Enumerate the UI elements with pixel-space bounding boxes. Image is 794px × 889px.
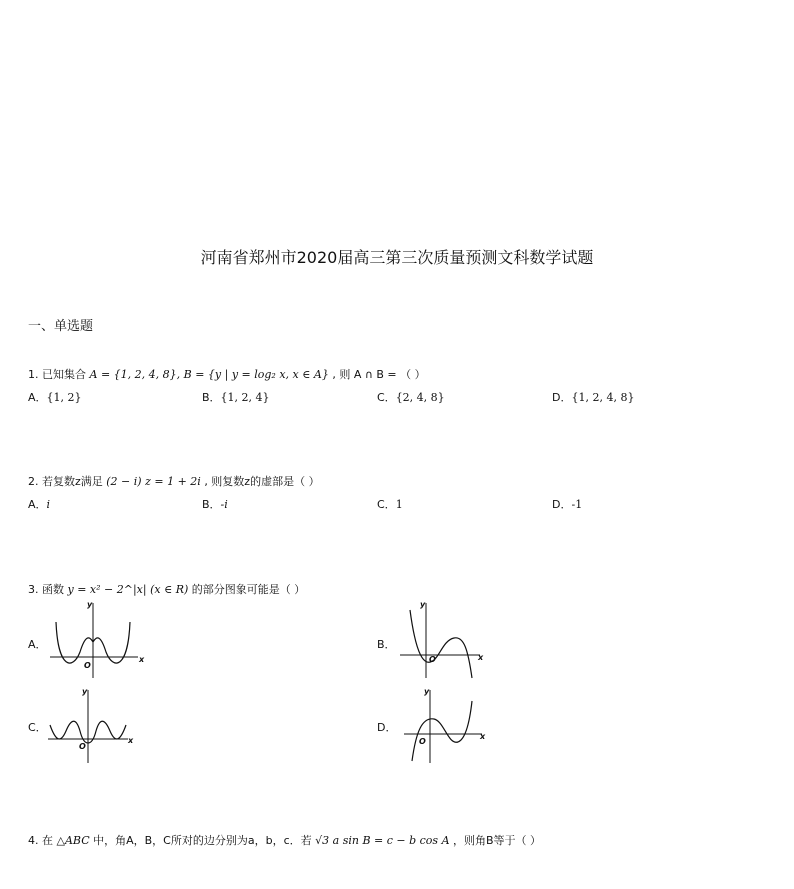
option-label: A．	[28, 498, 47, 511]
question-2-suffix: , 则复数z的虚部是（ ）	[204, 475, 320, 488]
question-4	[28, 832, 541, 848]
function-curve	[412, 701, 472, 761]
question-2-formula: (2 − i) z = 1 + 2i	[106, 475, 201, 488]
question-4-mid: 中，角A，B，C所对的边分别为a，b，c．若	[93, 834, 312, 847]
y-axis-label: y	[424, 687, 430, 696]
q1-option-d[interactable]	[552, 389, 634, 405]
question-1	[28, 366, 426, 382]
q3-option-c-label[interactable]: C．	[28, 721, 47, 734]
option-text: {1, 2, 4}	[220, 391, 270, 404]
q2-option-a[interactable]	[28, 496, 50, 512]
origin-label: O	[79, 742, 86, 751]
y-axis-label: y	[87, 600, 93, 609]
question-3-formula: y = x² − 2^|x| (x ∈ R)	[67, 583, 189, 596]
option-label: D．	[552, 391, 572, 404]
x-axis-label: x	[478, 653, 484, 662]
question-4-formula: √3 a sin B = c − b cos A	[315, 834, 450, 847]
q3-option-d-label[interactable]: D．	[377, 721, 397, 734]
question-4-prefix: 4. 在	[28, 834, 53, 847]
option-text: i	[46, 498, 51, 511]
option-label: C．	[377, 498, 396, 511]
question-1-formula: A = {1, 2, 4, 8}, B = {y | y = log₂ x, x ∈ A}	[89, 368, 329, 381]
option-text: {1, 2, 4, 8}	[571, 391, 635, 404]
question-1-prefix: 1. 已知集合	[28, 368, 86, 381]
question-2	[28, 473, 320, 489]
q3-graph-a[interactable]	[48, 600, 143, 680]
function-curve	[410, 610, 472, 678]
q2-option-c[interactable]	[377, 496, 403, 512]
option-label: A．	[28, 391, 47, 404]
option-text: {2, 4, 8}	[395, 391, 445, 404]
origin-label: O	[419, 737, 426, 746]
q1-option-b[interactable]	[202, 389, 270, 405]
q3-option-b-label[interactable]: B．	[377, 638, 396, 651]
question-3-suffix: 的部分图象可能是（ ）	[191, 583, 306, 596]
x-axis-label: x	[480, 732, 486, 741]
option-text: 1	[395, 498, 403, 511]
question-4-suffix: ，则角B等于（ ）	[453, 834, 542, 847]
x-axis-label: x	[128, 736, 134, 745]
question-3	[28, 581, 305, 597]
y-axis-label: y	[82, 687, 88, 696]
q1-option-c[interactable]	[377, 389, 445, 405]
q3-option-a-label[interactable]: A．	[28, 638, 47, 651]
option-label: B．	[202, 391, 221, 404]
y-axis-label: y	[420, 600, 426, 609]
question-2-prefix: 2. 若复数z满足	[28, 475, 103, 488]
question-1-suffix: , 则 A ∩ B = （ ）	[332, 368, 426, 381]
option-text: {1, 2}	[46, 391, 82, 404]
question-4-triangle: △ABC	[56, 834, 90, 847]
option-label: C．	[377, 391, 396, 404]
option-label: B．	[202, 498, 221, 511]
q2-option-b[interactable]	[202, 496, 228, 512]
option-text: -i	[220, 498, 228, 511]
q2-option-d[interactable]	[552, 496, 582, 512]
option-text: -1	[571, 498, 583, 511]
section-heading: 一、单选题	[28, 319, 94, 334]
origin-label: O	[84, 661, 91, 670]
q3-graph-d[interactable]	[402, 687, 497, 767]
origin-label: O	[429, 655, 436, 664]
q3-graph-c[interactable]	[46, 687, 141, 767]
q1-option-a[interactable]	[28, 389, 82, 405]
x-axis-label: x	[139, 655, 145, 664]
page-title: 河南省郑州市2020届高三第三次质量预测文科数学试题	[200, 248, 594, 267]
q3-graph-b[interactable]	[398, 600, 493, 680]
question-3-prefix: 3. 函数	[28, 583, 64, 596]
option-label: D．	[552, 498, 572, 511]
